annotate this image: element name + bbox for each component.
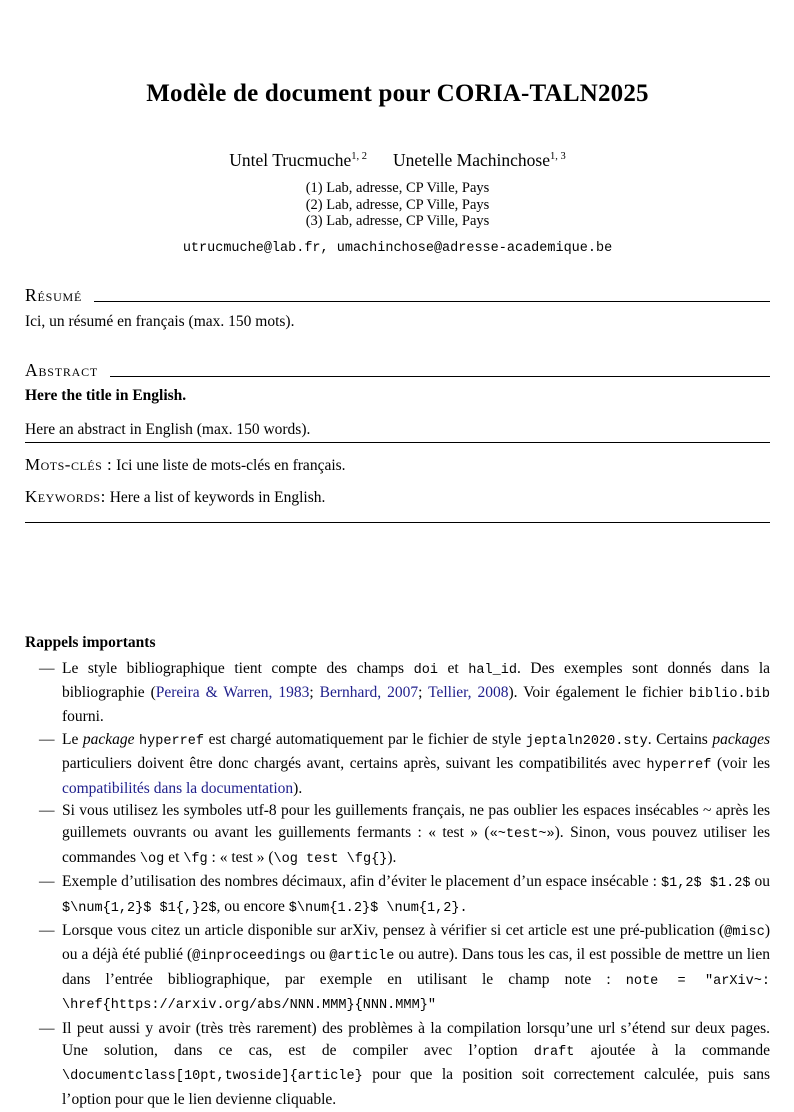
inline-code: hal_id	[468, 662, 518, 678]
inline-code: $\num{1.2}$ \num{1,2}.	[288, 900, 468, 916]
dash-marker: —	[39, 1019, 55, 1037]
text-run: Untel Trucmuche	[229, 150, 352, 170]
list-item-text	[62, 1020, 770, 1108]
inline-code: «~test~»	[489, 827, 555, 843]
affiliation-2: (2) Lab, adresse, CP Ville, Pays	[305, 196, 490, 213]
resume-text: Ici, un résumé en français (max. 150 mots).	[25, 312, 295, 330]
dash-marker: —	[39, 921, 55, 939]
text-run: Le style bibliographique tient compte des champs	[62, 659, 414, 677]
text-run: ).	[293, 779, 303, 797]
text-run: ;	[309, 683, 320, 701]
text-run: ) ou a déjà été publié (	[62, 921, 770, 964]
abstract-english-title: Here the title in English.	[25, 386, 187, 404]
text-run: . Certains	[647, 730, 713, 748]
text-run: , ou encore	[216, 897, 289, 915]
resume-rule	[94, 301, 770, 302]
inline-code: \fg	[183, 851, 208, 867]
keywords-label: Keywords:	[25, 486, 106, 506]
text-run: package	[82, 730, 135, 748]
text-run: particuliers doivent être donc chargés avant, certains après, suivant les compatibilités avec	[62, 755, 647, 773]
list-item	[39, 729, 770, 800]
text-run: ou autre). Dans tous les cas, il est possible de mettre un lien dans l’entrée bibliographique, par exemple en utilisant le champ note :	[62, 946, 770, 988]
abstract-rule	[110, 376, 770, 377]
keywords-line	[25, 487, 770, 507]
list-item-text	[62, 922, 770, 1012]
inline-code: $\num{1,2}$ $1{,}2$	[62, 900, 217, 916]
dash-marker: —	[39, 801, 55, 819]
list-item	[39, 658, 771, 729]
motscles-label: Mots-clés :	[25, 454, 113, 474]
inline-link[interactable]: compatibilités dans la documentation	[62, 779, 294, 797]
inline-code: doi	[413, 662, 438, 678]
dash-marker: —	[39, 873, 55, 891]
list-item	[39, 920, 770, 1018]
rappels-list	[25, 658, 770, 1112]
text-run: pour que la position soit correctement calculée, puis sans l’option pour que le lien devienne cliquable.	[62, 1066, 770, 1108]
inline-code: hyperref	[646, 758, 712, 774]
text-run: : « test » (	[207, 848, 274, 866]
inline-code: jeptaln2020.sty	[525, 733, 648, 749]
text-run: et	[164, 848, 184, 866]
list-item	[39, 800, 770, 871]
inline-link[interactable]: Tellier, 2008	[428, 683, 509, 701]
text-run: Unetelle Machinchose	[393, 150, 550, 170]
inline-code: \og test \fg{}	[273, 851, 388, 867]
text-run: Lorsque vous citez un article disponible sur arXiv, pensez à vérifier si cet article est une pré-publication (	[62, 921, 725, 939]
text-run: est chargé automatiquement par le fichier de style	[204, 730, 526, 748]
text-run: . Des exemples sont donnés dans la bibliographie (	[62, 659, 771, 701]
resume-label: Résumé	[25, 284, 83, 305]
resume-section-header	[25, 285, 770, 306]
list-item	[39, 1018, 770, 1112]
inline-link[interactable]: Pereira & Warren, 1983	[155, 683, 310, 701]
inline-code: draft	[533, 1045, 575, 1060]
text-run: ou	[750, 873, 770, 891]
inline-code: @misc	[724, 924, 765, 940]
text-run: Exemple d’utilisation des nombres décimaux, afin d’éviter le placement d’un espace insécable :	[62, 873, 661, 891]
keywords-bottom-rule	[25, 522, 770, 523]
inline-code: @article	[329, 949, 395, 965]
list-item-text	[62, 802, 770, 866]
author-emails: utrucmuche@lab.fr, umachinchose@adresse-academique.be	[182, 240, 613, 256]
affiliation-3: (3) Lab, adresse, CP Ville, Pays	[305, 213, 490, 229]
list-item-text	[62, 660, 770, 726]
motscles-line	[25, 455, 770, 475]
inline-code: @inproceedings	[192, 949, 306, 965]
authors-line	[25, 150, 770, 171]
list-item-text	[62, 731, 770, 797]
text-run: et	[438, 659, 469, 677]
abstract-text: Here an abstract in English (max. 150 words).	[25, 421, 770, 443]
inline-link[interactable]: Bernhard, 2007	[319, 683, 419, 701]
text-run: ).	[387, 848, 397, 866]
abstract-section-header	[25, 360, 770, 381]
list-item-text	[62, 873, 770, 914]
text-run: Il peut aussi y avoir (très très rarement) des problèmes à la compilation lorsqu’une url s’étend sur deux pages. Une solution, dans ce cas, est de compiler avec l’option	[62, 1019, 770, 1059]
abstract-label: Abstract	[25, 359, 99, 380]
inline-code: biblio.bib	[688, 686, 771, 702]
text-run: ou	[305, 946, 330, 964]
inline-code: \documentclass[10pt,twoside]{article}	[62, 1069, 363, 1085]
inline-code: \og	[139, 851, 165, 867]
page-title: Modèle de document pour CORIA-TALN2025	[146, 80, 649, 107]
text-run: Le	[62, 730, 83, 748]
motscles-text: Ici une liste de mots-clés en français.	[112, 456, 346, 474]
rappels-heading: Rappels importants	[25, 633, 156, 651]
dash-marker: —	[39, 659, 55, 677]
text-run: ;	[418, 683, 429, 701]
author-superscript: 1, 2	[351, 151, 368, 163]
keywords-text: Here a list of keywords in English.	[105, 488, 326, 506]
text-run: ). Voir également le fichier	[508, 683, 689, 701]
author-superscript: 1, 3	[549, 151, 566, 163]
text-run: packages	[712, 730, 770, 748]
text-run: fourni.	[62, 708, 104, 726]
list-item	[39, 871, 770, 920]
affiliation-1: (1) Lab, adresse, CP Ville, Pays	[305, 180, 490, 196]
text-run: ). Sinon, vous pouvez utiliser les commandes	[62, 824, 770, 866]
text-run: (voir les	[711, 755, 770, 773]
inline-code: $1,2$ $1.2$	[660, 876, 751, 892]
dash-marker: —	[39, 730, 55, 748]
text-run: ajoutée à la commande	[574, 1042, 770, 1059]
inline-code: hyperref	[139, 733, 205, 749]
text-run: Si vous utilisez les symboles utf-8 pour les guillements français, ne pas oublier les espaces insécables ~ après les guillemets ouvrants ou avant les guillements fermants : « test » (	[62, 801, 770, 842]
inline-code: note = "arXiv~: \href{https://arxiv.org/abs/NNN.MMM}{NNN.MMM}"	[62, 973, 770, 1014]
